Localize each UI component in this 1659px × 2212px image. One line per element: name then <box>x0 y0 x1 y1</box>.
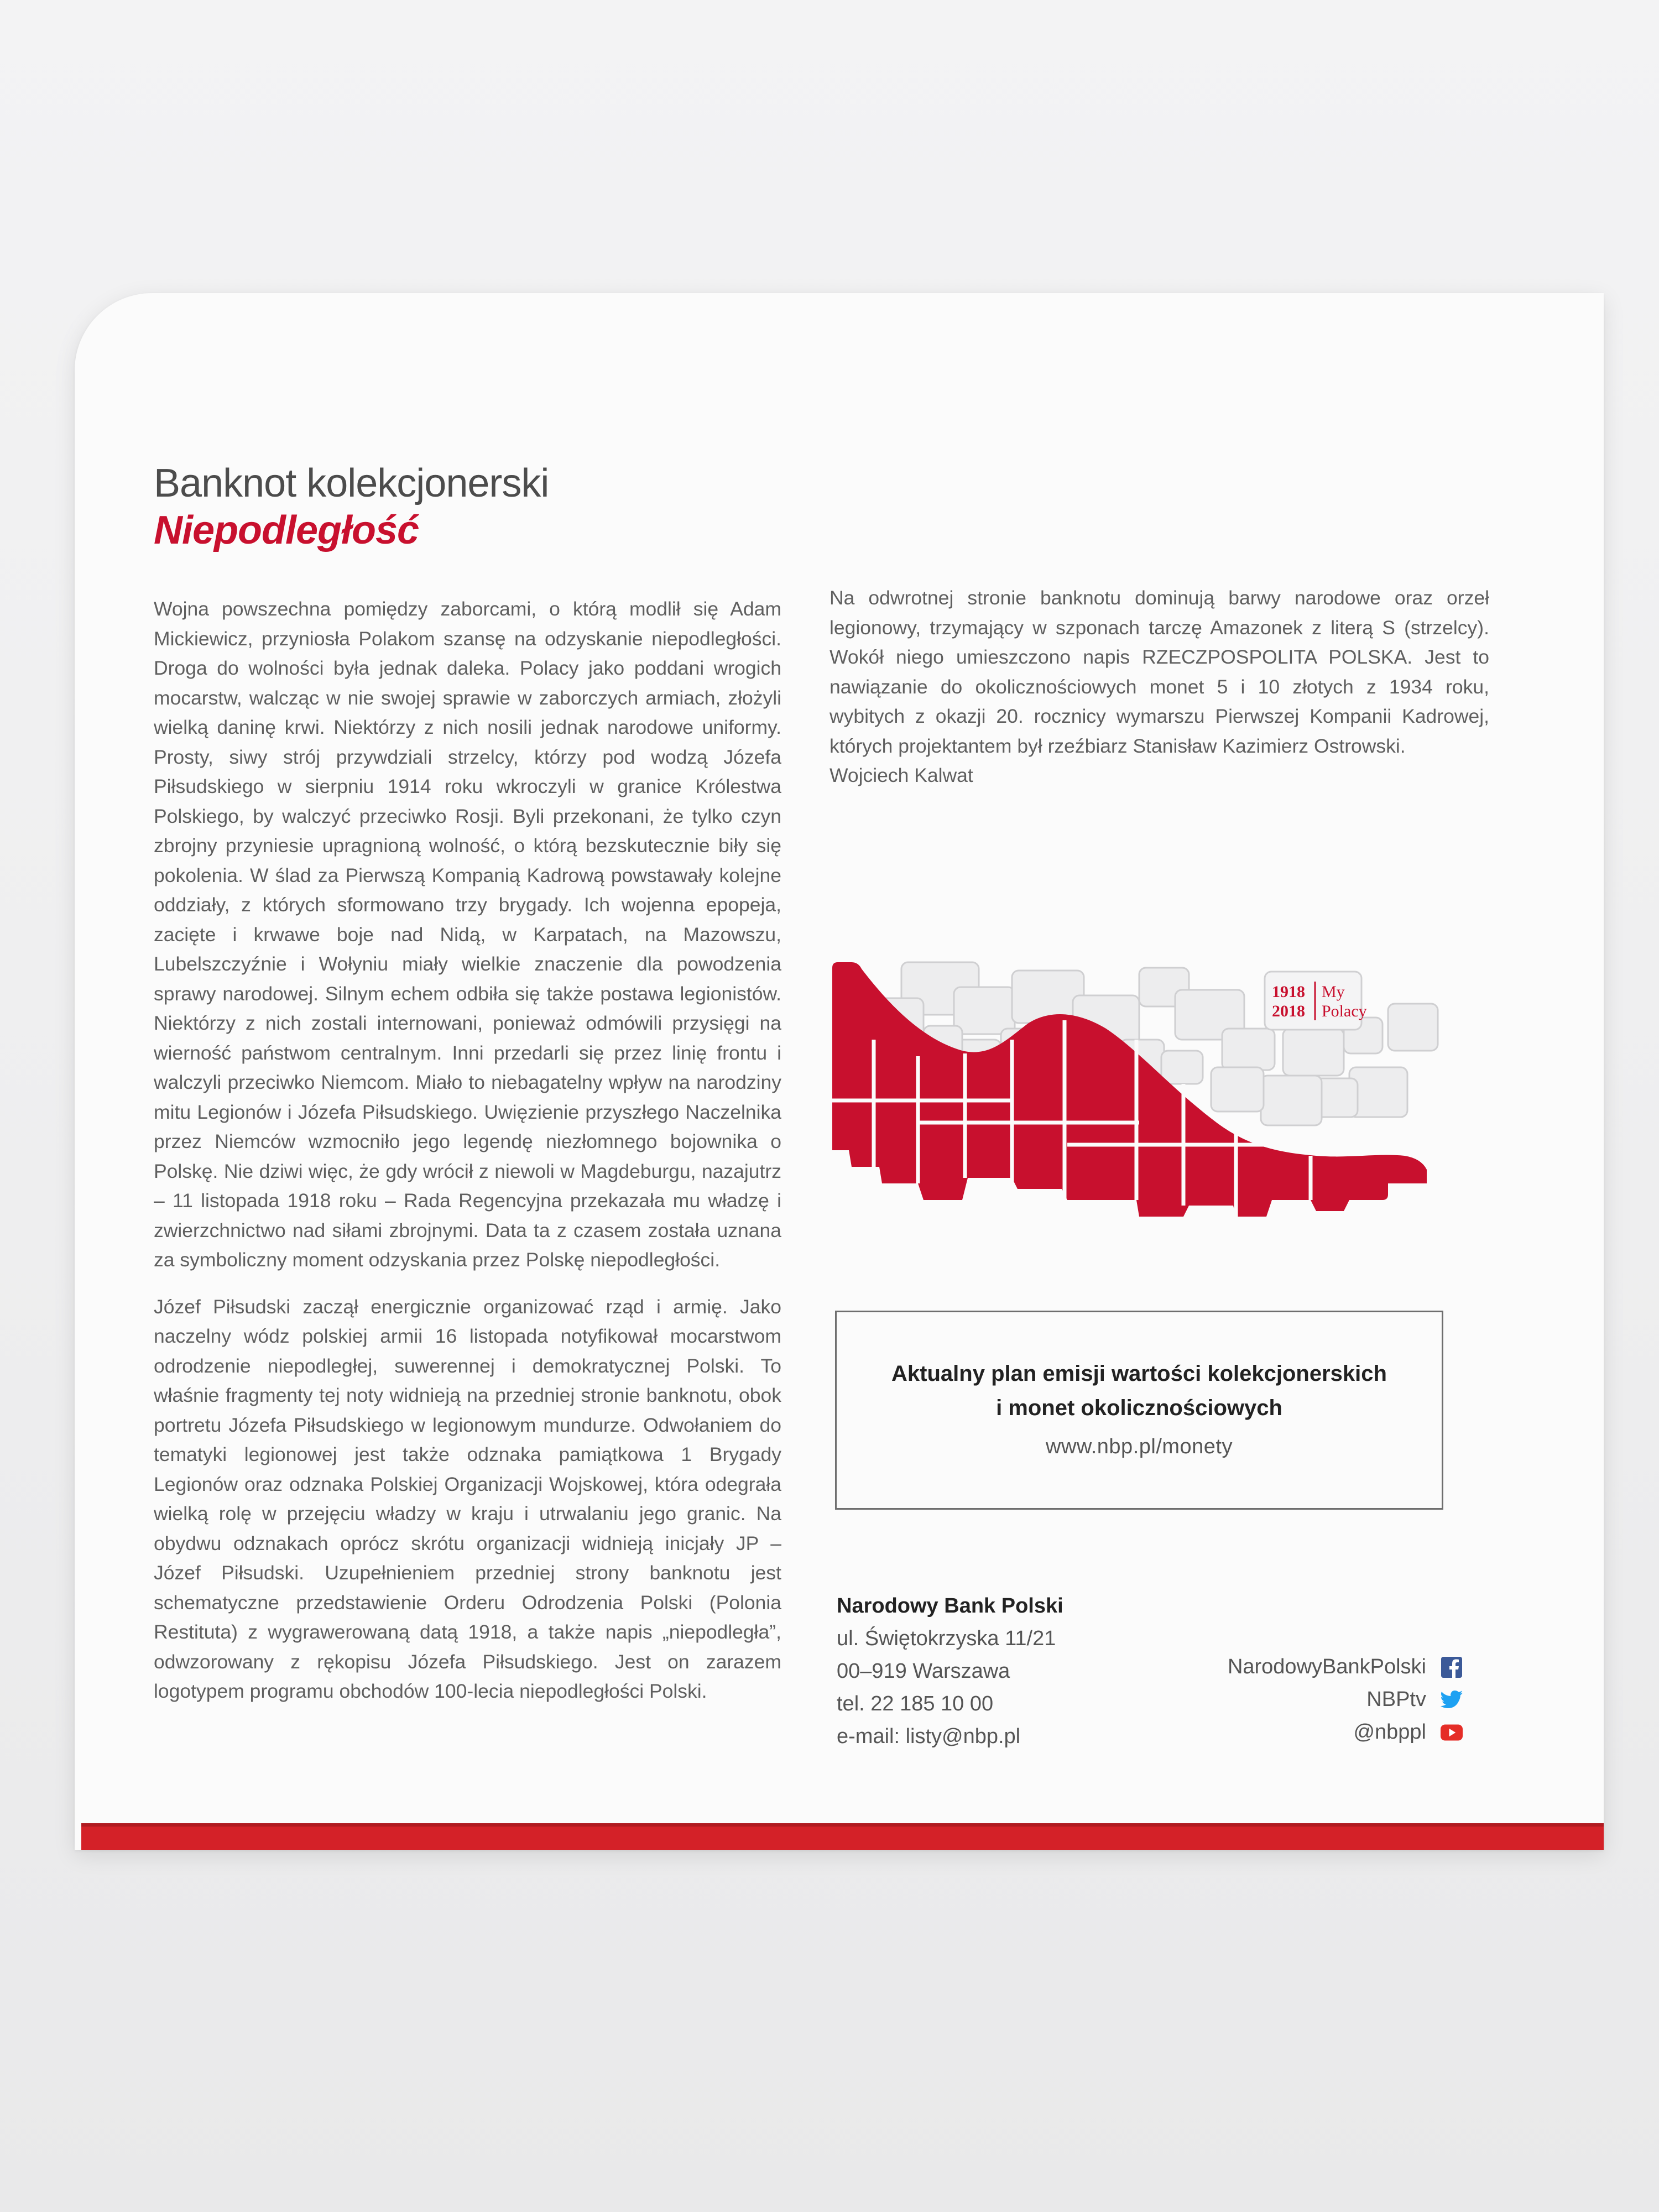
brochure-page <box>75 293 1604 1850</box>
left-column <box>154 594 781 1724</box>
social-facebook-label: NarodowyBankPolski <box>1227 1655 1426 1678</box>
contact-city: 00–919 Warszawa <box>837 1660 1010 1683</box>
contact-street: ul. Świętokrzyska 11/21 <box>837 1627 1056 1650</box>
social-twitter-label: NBPtv <box>1366 1688 1426 1711</box>
author-name: Wojciech Kalwat <box>830 764 973 786</box>
paragraph-banknote-front: Józef Piłsudski zaczął energicznie organizować rząd i armię. Jako naczelny wódz polskiej armii 16 listopada notyfikował mocarstwom odrodzenie niepodległej, suwerennej i demokratycznej Polski. To właśnie fragmenty tej noty widnieją na przedniej stronie banknotu, obok portretu Józefa Piłsudskiego w legionowym mundurze. Odwołaniem do tematyki legionowej jest także odznaka pamiątkowa 1 Brygady Legionów oraz odznaka Polskiej Organizacji Wojskowej, która odegrała wielką rolę w przejęciu władzy w kraju i utrwalaniu jego granic. Na obydwu odznakach oprócz skrótu organizacji widnieją inicjały JP – Józef Piłsudski. Uzupełnieniem przedniej strony banknotu jest schematyczne przedstawienie Orderu Odrodzenia Polski (Polonia Restituta) z wygrawerowaną datą 1918, a także napis „niepodległa”, odwzorowany z rękopisu Józefa Piłsudskiego. Jest on zarazem logotypem programu obchodów 100-lecia niepodległości Polski. <box>154 1295 781 1702</box>
right-column <box>830 583 1489 791</box>
social-youtube-label: @nbppl <box>1353 1720 1426 1744</box>
logo-my: My <box>1322 983 1345 1001</box>
contact-block <box>837 1590 1168 1753</box>
promo-title <box>837 1357 1442 1425</box>
promo-line-2: i monet okolicznościowych <box>996 1396 1282 1420</box>
social-twitter[interactable] <box>1125 1683 1463 1716</box>
promo-line-1: Aktualny plan emisji wartości kolekcjonerskich <box>891 1361 1387 1386</box>
promo-url-link[interactable]: www.nbp.pl/monety <box>1046 1435 1233 1458</box>
page-subtitle: Niepodległość <box>154 508 419 552</box>
bottom-red-band <box>81 1823 1604 1850</box>
youtube-icon <box>1441 1721 1463 1744</box>
logo-year-start: 1918 <box>1272 983 1305 1001</box>
social-links <box>1125 1651 1463 1749</box>
centenary-logo <box>830 957 1443 1222</box>
social-facebook[interactable] <box>1125 1651 1463 1683</box>
facebook-icon <box>1441 1656 1463 1678</box>
paragraph-history: Wojna powszechna pomiędzy zaborcami, o którą modlił się Adam Mickiewicz, przyniosła Polakom szansę na odzyskanie niepodległości. Droga do wolności była jednak daleka. Polacy jako poddani wrogich mocarstw, walcząc w nie swojej sprawie w zaborczych armiach, złożyli wielką daninę krwi. Niektórzy z nich nosili jednak narodowe uniformy. Prosty, siwy strój przywdziali strzelcy, którzy pod wodzą Józefa Piłsudskiego w sierpniu 1914 roku wkroczyli w granice Królestwa Polskiego, by walczyć przeciwko Rosji. Byli przekonani, że tylko czyn zbrojny przyniesie upragnioną wolność, o którą bezskutecznie biły się pokolenia. W ślad za Pierwszą Kompanią Kadrową powstawały kolejne oddziały, z których sformowano trzy brygady. Ich wojenna epopeja, zacięte i krwawe boje nad Nidą, w Karpatach, na Mazowszu, Lubelszczyźnie i Wołyniu miały wielkie znaczenie dla powodzenia sprawy narodowej. Silnym echem odbiła się także postawa legionistów. Niektórzy z nich zostali internowani, ponieważ odmówili przysięgi na wierność państwom centralnym. Inni przedarli się przez linię frontu i walczyli przeciwko Niemcom. Miało to niebagatelny wpływ na narodziny mitu Legionów i Józefa Piłsudskiego. Uwięzienie przyszłego Naczelnika przez Niemców wzmocniło jego legendę niezłomnego bojownika o Polskę. Nie dziwi więc, że gdy wrócił z niewoli w Magdeburgu, nazajutrz – 11 listopada 1918 roku – Rada Regencyjna przekazała mu władzę i zwierzchnictwo nad siłami zbrojnymi. Data ta z czasem została uznana za symboliczny moment odzyskania przez Polskę niepodległości. <box>154 598 781 1271</box>
contact-email[interactable]: e-mail: listy@nbp.pl <box>837 1725 1021 1748</box>
social-youtube[interactable] <box>1125 1716 1463 1749</box>
contact-phone: tel. 22 185 10 00 <box>837 1692 994 1715</box>
contact-name: Narodowy Bank Polski <box>837 1594 1063 1618</box>
logo-year-end: 2018 <box>1272 1002 1305 1020</box>
logo-polacy: Polacy <box>1322 1002 1367 1020</box>
twitter-icon <box>1441 1689 1463 1711</box>
promo-box <box>835 1311 1443 1510</box>
page-title: Banknot kolekcjonerski <box>154 461 549 505</box>
paragraph-banknote-back: Na odwrotnej stronie banknotu dominują barwy narodowe oraz orzeł legionowy, trzymający w szponach tarczę Amazonek z literą S (strzelcy). Wokół niego umieszczono napis RZECZPOSPOLITA POLSKA. Jest to nawiązanie do okolicznościowych monet 5 i 10 złotych z 1934 roku, wybitych z okazji 20. rocznicy wymarszu Pierwszej Kompanii Kadrowej, których projektantem był rzeźbiarz Stanisław Kazimierz Ostrowski. <box>830 587 1489 757</box>
